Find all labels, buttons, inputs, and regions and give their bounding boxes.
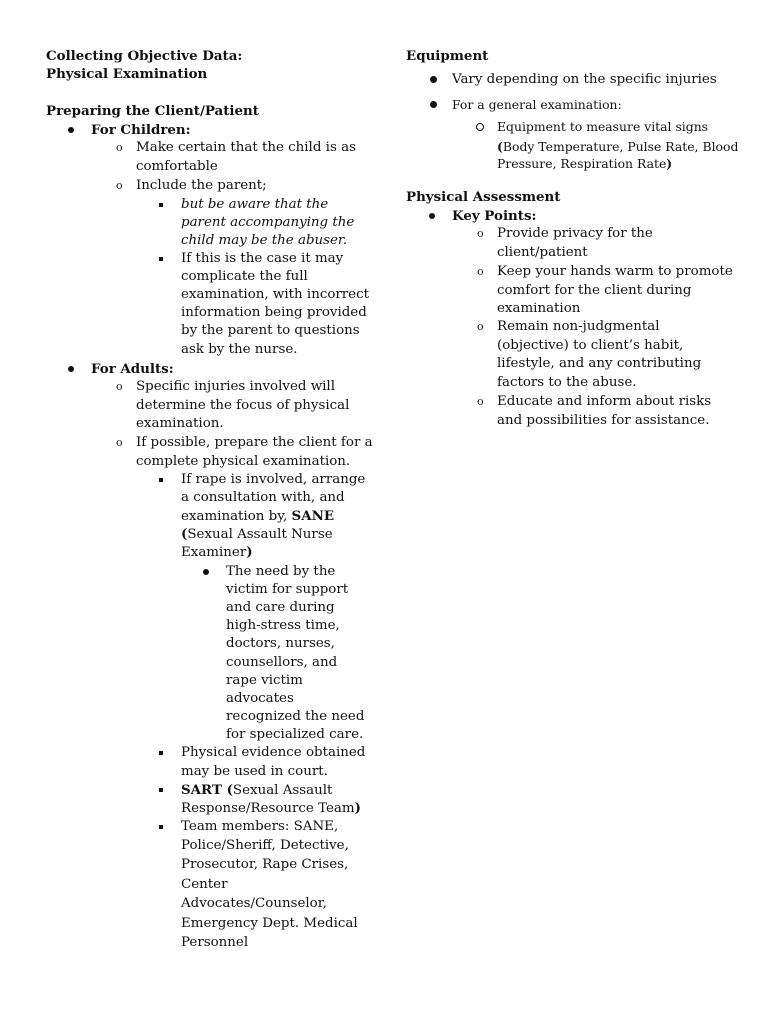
list-item: Personnel <box>181 935 249 950</box>
list-item: Examiner) <box>181 544 253 560</box>
list-item: Remain non-judgmental <box>497 319 660 334</box>
bullet-circle-icon: o <box>116 179 123 192</box>
list-item: Educate and inform about risks <box>497 394 712 409</box>
preparing-heading: Preparing the Client/Patient <box>46 103 259 119</box>
list-item: If this is the case it may <box>181 251 344 266</box>
list-item: examination by, SANE <box>181 508 335 524</box>
list-item: complete physical examination. <box>136 454 351 469</box>
list-item: examination, with incorrect <box>181 287 369 302</box>
list-item: If possible, prepare the client for a <box>136 435 373 450</box>
assessment-heading: Physical Assessment <box>406 189 561 205</box>
doc-title-line-2: Physical Examination <box>46 66 208 82</box>
list-item: parent accompanying the <box>181 215 355 230</box>
list-item: examination <box>497 301 581 316</box>
list-item: information being provided <box>181 305 367 320</box>
list-item: ask by the nurse. <box>181 342 298 357</box>
list-item: For a general examination: <box>452 97 622 112</box>
list-item: by the parent to questions <box>181 323 360 338</box>
list-item: doctors, nurses, <box>226 636 335 651</box>
list-item: Response/Resource Team) <box>181 800 361 816</box>
list-item: recognized the need <box>226 709 365 724</box>
bullet-square-icon <box>159 478 163 482</box>
list-item: may be used in court. <box>181 764 328 779</box>
bullet-circle-icon: o <box>116 141 123 154</box>
bullet-square-icon <box>159 257 163 261</box>
list-item: child may be the abuser. <box>181 233 348 248</box>
bullet-square-icon <box>159 751 163 755</box>
bullet-disc-icon <box>68 127 74 133</box>
list-item: Include the parent; <box>136 178 267 193</box>
list-item: advocates <box>226 691 294 706</box>
bullet-disc-icon <box>68 366 74 372</box>
bullet-disc-icon <box>429 213 435 219</box>
bullet-disc-icon <box>430 76 437 83</box>
list-item: and care during <box>226 600 335 615</box>
bullet-circle-icon: o <box>116 380 123 393</box>
bullet-circle-icon: o <box>116 436 123 449</box>
list-item: rape victim <box>226 673 303 688</box>
bullet-circle-icon: o <box>477 395 484 408</box>
for-children-label: For Children: <box>91 122 191 138</box>
bullet-circle-icon: o <box>477 227 484 240</box>
list-item: If rape is involved, arrange <box>181 472 366 487</box>
list-item: Keep your hands warm to promote <box>497 264 733 279</box>
list-item: Vary depending on the specific injuries <box>452 72 717 87</box>
for-adults-label: For Adults: <box>91 361 174 377</box>
list-item: The need by the <box>226 564 336 579</box>
list-item: Equipment to measure vital signs <box>497 119 709 134</box>
key-points-label: Key Points: <box>452 208 537 224</box>
list-item: client/patient <box>497 245 588 260</box>
doc-title-line-1: Collecting Objective Data: <box>46 48 243 64</box>
list-item: Advocates/Counselor, <box>181 896 327 911</box>
list-item: Team members: SANE, <box>181 819 339 834</box>
bullet-square-icon <box>159 203 163 207</box>
list-item: victim for support <box>226 582 349 597</box>
bullet-square-icon <box>159 825 163 829</box>
list-item: Prosecutor, Rape Crises, <box>181 857 349 872</box>
list-item: comfortable <box>136 159 218 174</box>
list-item: Emergency Dept. Medical <box>181 916 358 931</box>
list-item: Center <box>181 877 228 892</box>
list-item: examination. <box>136 416 224 431</box>
list-item: lifestyle, and any contributing <box>497 356 702 371</box>
list-item: Pressure, Respiration Rate) <box>497 156 673 171</box>
bullet-ring-icon <box>476 123 484 131</box>
list-item: SART (Sexual Assault <box>181 782 333 798</box>
list-item: a consultation with, and <box>181 490 345 505</box>
list-item: (objective) to client’s habit, <box>497 338 684 353</box>
list-item: high-stress time, <box>226 618 340 633</box>
list-item: (Sexual Assault Nurse <box>181 526 333 542</box>
list-item: factors to the abuse. <box>497 375 637 390</box>
bullet-circle-icon: o <box>477 265 484 278</box>
list-item: determine the focus of physical <box>136 398 350 413</box>
bullet-square-icon <box>159 788 163 792</box>
bullet-disc-icon <box>430 101 437 108</box>
list-item: complicate the full <box>181 269 308 284</box>
list-item: Physical evidence obtained <box>181 745 366 760</box>
list-item: Specific injuries involved will <box>136 379 336 394</box>
list-item: Make certain that the child is as <box>136 140 356 155</box>
list-item: counsellors, and <box>226 655 338 670</box>
list-item: but be aware that the <box>181 197 329 212</box>
bullet-circle-icon: o <box>477 320 484 333</box>
list-item: Provide privacy for the <box>497 226 653 241</box>
list-item: for specialized care. <box>226 727 364 742</box>
list-item: Police/Sheriff, Detective, <box>181 838 349 853</box>
list-item: comfort for the client during <box>497 283 692 298</box>
bullet-disc-icon <box>203 569 209 575</box>
equipment-heading: Equipment <box>406 48 489 64</box>
list-item: and possibilities for assistance. <box>497 413 710 428</box>
list-item: (Body Temperature, Pulse Rate, Blood <box>497 139 739 154</box>
